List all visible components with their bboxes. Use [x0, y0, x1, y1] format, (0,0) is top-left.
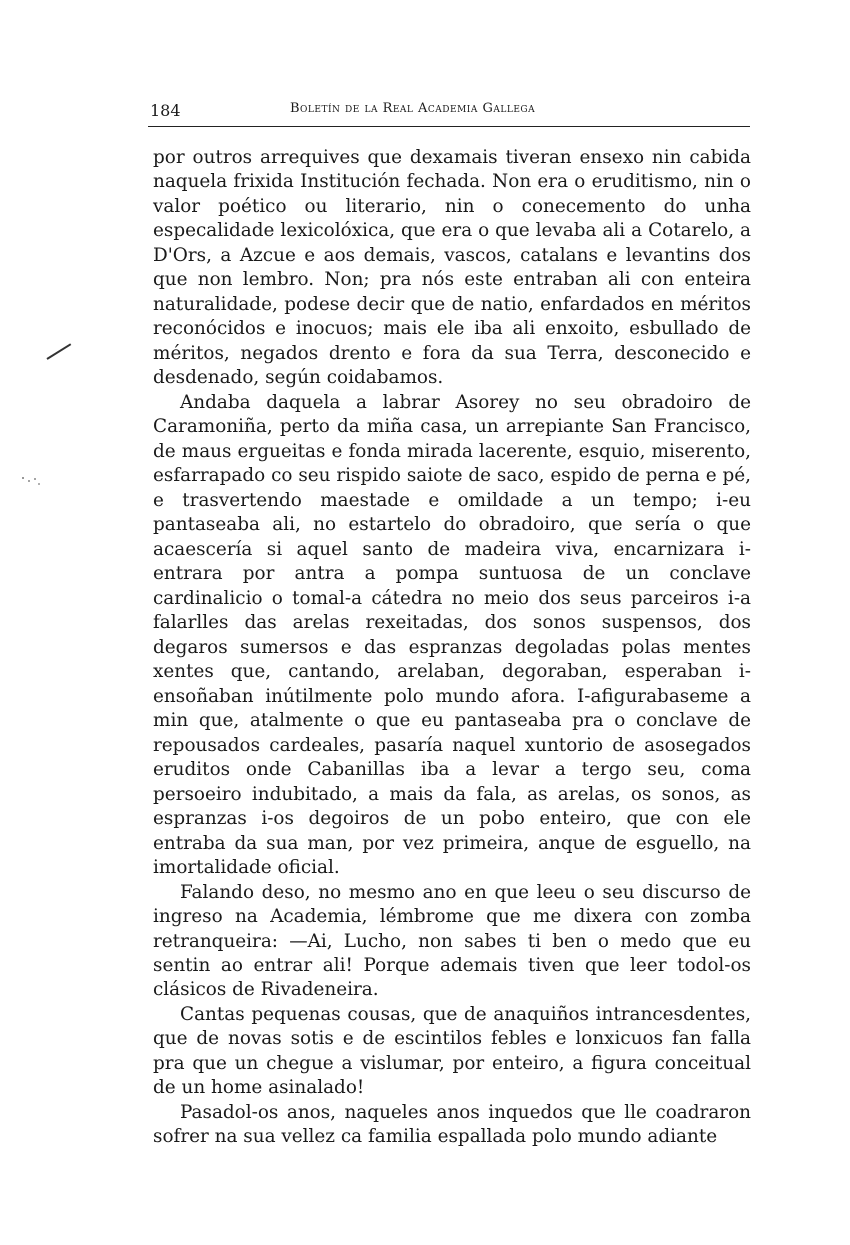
journal-title: Boletín de la Real Academia Gallega [290, 101, 536, 116]
paragraph-continued: por outros arrequives que dexamais tiveran ensexo nin cabida naquela frixida Institución fechada. Non era o eruditismo, nin o valor poético ou literario, nin o conecemento do unha especalidade lexicolóxica, que era o que levaba ali a Cotarelo, a D'Ors, a Azcue e aos demais, vascos, catalans e levantins dos que non lembro. Non; pra nós este entraban ali con enteira naturalidade, podese decir que de natio, enfardados en méritos reconócidos e inocuos; mais ele iba ali enxoito, esbullado de méritos, negados drento e fora da sua Terra, desconecido e desdenado, según coidabamos. [153, 147, 751, 389]
header-rule [148, 126, 750, 127]
paragraph: Pasadol-os anos, naqueles anos inquedos que lle coadraron sofrer na sua vellez ca familia espallada polo mundo adiante [153, 1101, 751, 1148]
paragraph: Falando deso, no mesmo ano en que leeu o seu discurso de ingreso na Academia, lémbrome que me dixera con zomba retranqueira: —Ai, Lucho, non sabes ti ben o medo que eu sentin ao entrar ali! Porque ademais tiven que leer todol-os clásicos de Rivadeneira. [153, 881, 751, 1001]
running-head [150, 101, 750, 123]
page-number: 184 [150, 101, 181, 120]
paragraph: Andaba daquela a labrar Asorey no seu obradoiro de Caramoniña, perto da miña casa, un arrepiante San Francisco, de maus ergueitas e fonda mirada lacerente, esquio, miserento, esfarrapado co seu rispido saiote de saco, espido de perna e pé, e trasvertendo maestade e omildade a un tempo; i-eu pantaseaba ali, no estartelo do obradoiro, que sería o que acaescería si aquel santo de madeira viva, encarnizara i-entrara por antra a pompa suntuosa de un conclave cardinalicio o tomal-a cátedra no meio dos seus parceiros i-a falarlles das arelas rexeitadas, dos sonos suspensos, dos degaros sumersos e das espranzas degoladas polas mentes xentes que, cantando, arelaban, degoraban, esperaban i-ensoñaban inútilmente polo mundo afora. I-afigurabaseme a min que, atalmente o que eu pantaseaba pra o conclave de repousados cardeales, pasaría naquel xuntorio de asosegados eruditos onde Cabanillas iba a levar a tergo seu, coma persoeiro indubitado, a mais da fala, as arelas, os sonos, as espranzas i-os degoiros de un pobo enteiro, que con ele entraba da sua man, por vez primeira, anque de esguello, na imortalidade oficial. [153, 391, 751, 879]
body-text [153, 146, 751, 1150]
margin-specks [20, 474, 42, 488]
paragraph: Cantas pequenas cousas, que de anaquiños intrancesdentes, que de novas sotis e de escintilos febles e lonxicuos fan falla pra que un chegue a vislumar, por enteiro, a figura conceitual de un home asinalado! [153, 1003, 751, 1099]
margin-pencil-mark [46, 343, 71, 360]
